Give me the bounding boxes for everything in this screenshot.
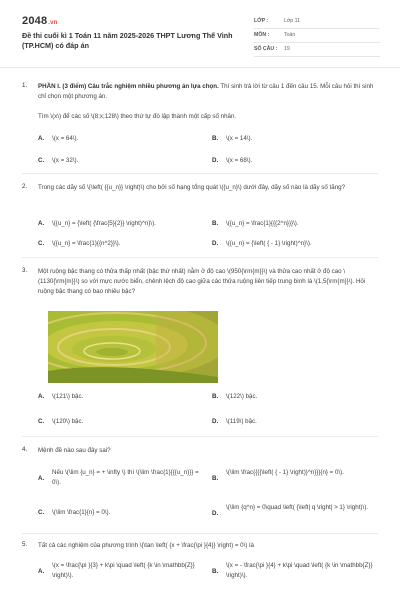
question-number: 3.	[22, 267, 28, 274]
option-text: \(x = - \frac{\pi }{4} + k\pi \quad \left( {k \in \mathbb{Z}} \right)\).	[226, 562, 373, 579]
info-row-count	[254, 43, 380, 57]
option-label: D.	[212, 157, 219, 164]
question-divider	[22, 533, 378, 534]
option-label: B.	[212, 220, 219, 227]
info-key: SỐ CÂU :	[254, 46, 278, 52]
option-label: A.	[38, 568, 45, 575]
question-divider	[22, 257, 378, 258]
option-label: B.	[212, 475, 219, 482]
question-number: 5.	[22, 541, 28, 548]
question-text: Mệnh đề nào sau đây sai?	[38, 447, 111, 454]
question-number: 2.	[22, 183, 28, 190]
rice-terrace-image	[48, 311, 218, 383]
question-number: 1.	[22, 82, 28, 89]
option-text: \(\lim {q^n} = 0\quad \left( {\left| q \right| > 1} \right)\).	[226, 504, 368, 511]
option-text: \(122\) bậc.	[226, 393, 258, 400]
option-text: \(120\) bậc.	[52, 418, 84, 425]
question-number: 4.	[22, 446, 28, 453]
option-text: \(\lim \frac{{{{\left( { - 1} \right)}^n}}}{n} = 0\).	[226, 469, 344, 476]
info-key: LỚP :	[254, 18, 269, 24]
option-label: D.	[212, 510, 219, 517]
question-prompt: Tìm \(x\) để các số \(8;x;128\) theo thứ tự đó lập thành một cấp số nhân.	[38, 113, 237, 120]
option-label: C.	[38, 509, 45, 516]
info-value: Toán	[284, 32, 296, 38]
info-row-subject	[254, 29, 380, 43]
option-text: \(121\) bậc.	[52, 393, 84, 400]
question-text: Trong các dãy số \(\left( {{u_n}} \right)\) cho bởi số hạng tổng quát \({u_n}\) dưới đây, dãy số nào là dãy số tăng?	[38, 184, 346, 191]
option-label: C.	[38, 418, 45, 425]
option-text: \(x = 68\).	[226, 157, 253, 164]
question-divider	[22, 173, 378, 174]
info-row-class	[254, 15, 380, 29]
option-text: \({u_n} = {\left( {\frac{5}{2}} \right)^n}\).	[52, 220, 156, 227]
option-text: \({u_n} = {\left( { - 1} \right)^n}\).	[226, 240, 312, 247]
page-header	[0, 0, 400, 64]
option-text: \(119\) bậc.	[226, 418, 257, 425]
option-text: \(x = \frac{\pi }{3} + k\pi \quad \left( {k \in \mathbb{Z}} \right)\).	[52, 562, 195, 579]
option-text: Nếu \(\lim {u_n} = + \infty \) thì \(\lim \frac{1}{{{u_n}}} = 0\).	[52, 469, 199, 486]
logo-text: 2048	[22, 15, 48, 27]
question-text: Tất cả các nghiệm của phương trình \(\tan \left( {x + \frac{\pi }{4}} \right) = 0\) là	[38, 542, 254, 549]
option-label: A.	[38, 475, 45, 482]
site-logo[interactable]	[22, 15, 58, 27]
option-label: A.	[38, 393, 45, 400]
rice-terrace-illustration	[48, 311, 218, 383]
header-divider	[0, 67, 400, 68]
logo-suffix: .vn	[48, 20, 58, 26]
option-label: B.	[212, 568, 219, 575]
option-label: B.	[212, 135, 219, 142]
option-text: \(x = 32\).	[52, 157, 79, 164]
option-text: \({u_n} = \frac{1}{{n^2}}\).	[52, 240, 121, 247]
option-label: B.	[212, 393, 219, 400]
option-text: \(x = 14\).	[226, 135, 253, 142]
question-instructions: Thí sinh trả lời từ câu 1 đến câu 15. Mỗi câu hỏi thí sinh chỉ chọn một phương án.	[38, 83, 374, 100]
option-label: D.	[212, 240, 219, 247]
option-text: \({u_n} = \frac{1}{{{2^n}}}\).	[226, 220, 299, 227]
question-text	[38, 82, 382, 102]
section-heading: PHẦN I. (3 điểm) Câu trắc nghiệm nhiều phương án lựa chọn.	[38, 83, 219, 90]
option-text: \(x = 64\).	[52, 135, 79, 142]
option-text: \(\lim \frac{1}{n} = 0\).	[52, 509, 111, 516]
info-key: MÔN :	[254, 32, 270, 38]
question-text: Một ruộng bậc thang có thửa thấp nhất (bậc thứ nhất) nằm ở độ cao \(950{\rm{m}}\) và thửa cao nhất ở độ cao \(1130{\rm{m}}\) so với mực nước biển, chênh lệch độ cao giữa các thửa ruộng liên tiếp trung bình là \(1,5{\rm{m}}\). Hỏi ruộng bậc thang có bao nhiêu bậc?	[38, 268, 366, 295]
option-label: D.	[212, 418, 219, 425]
info-value: 19	[284, 46, 290, 52]
option-label: C.	[38, 240, 45, 247]
question-divider	[22, 436, 378, 437]
document-title: Đề thi cuối kì 1 Toán 11 năm 2025-2026 THPT Lương Thế Vinh (TP.HCM) có đáp án	[22, 31, 233, 50]
option-label: C.	[38, 157, 45, 164]
option-label: A.	[38, 220, 45, 227]
option-label: A.	[38, 135, 45, 142]
info-value: Lớp 11	[284, 18, 300, 24]
